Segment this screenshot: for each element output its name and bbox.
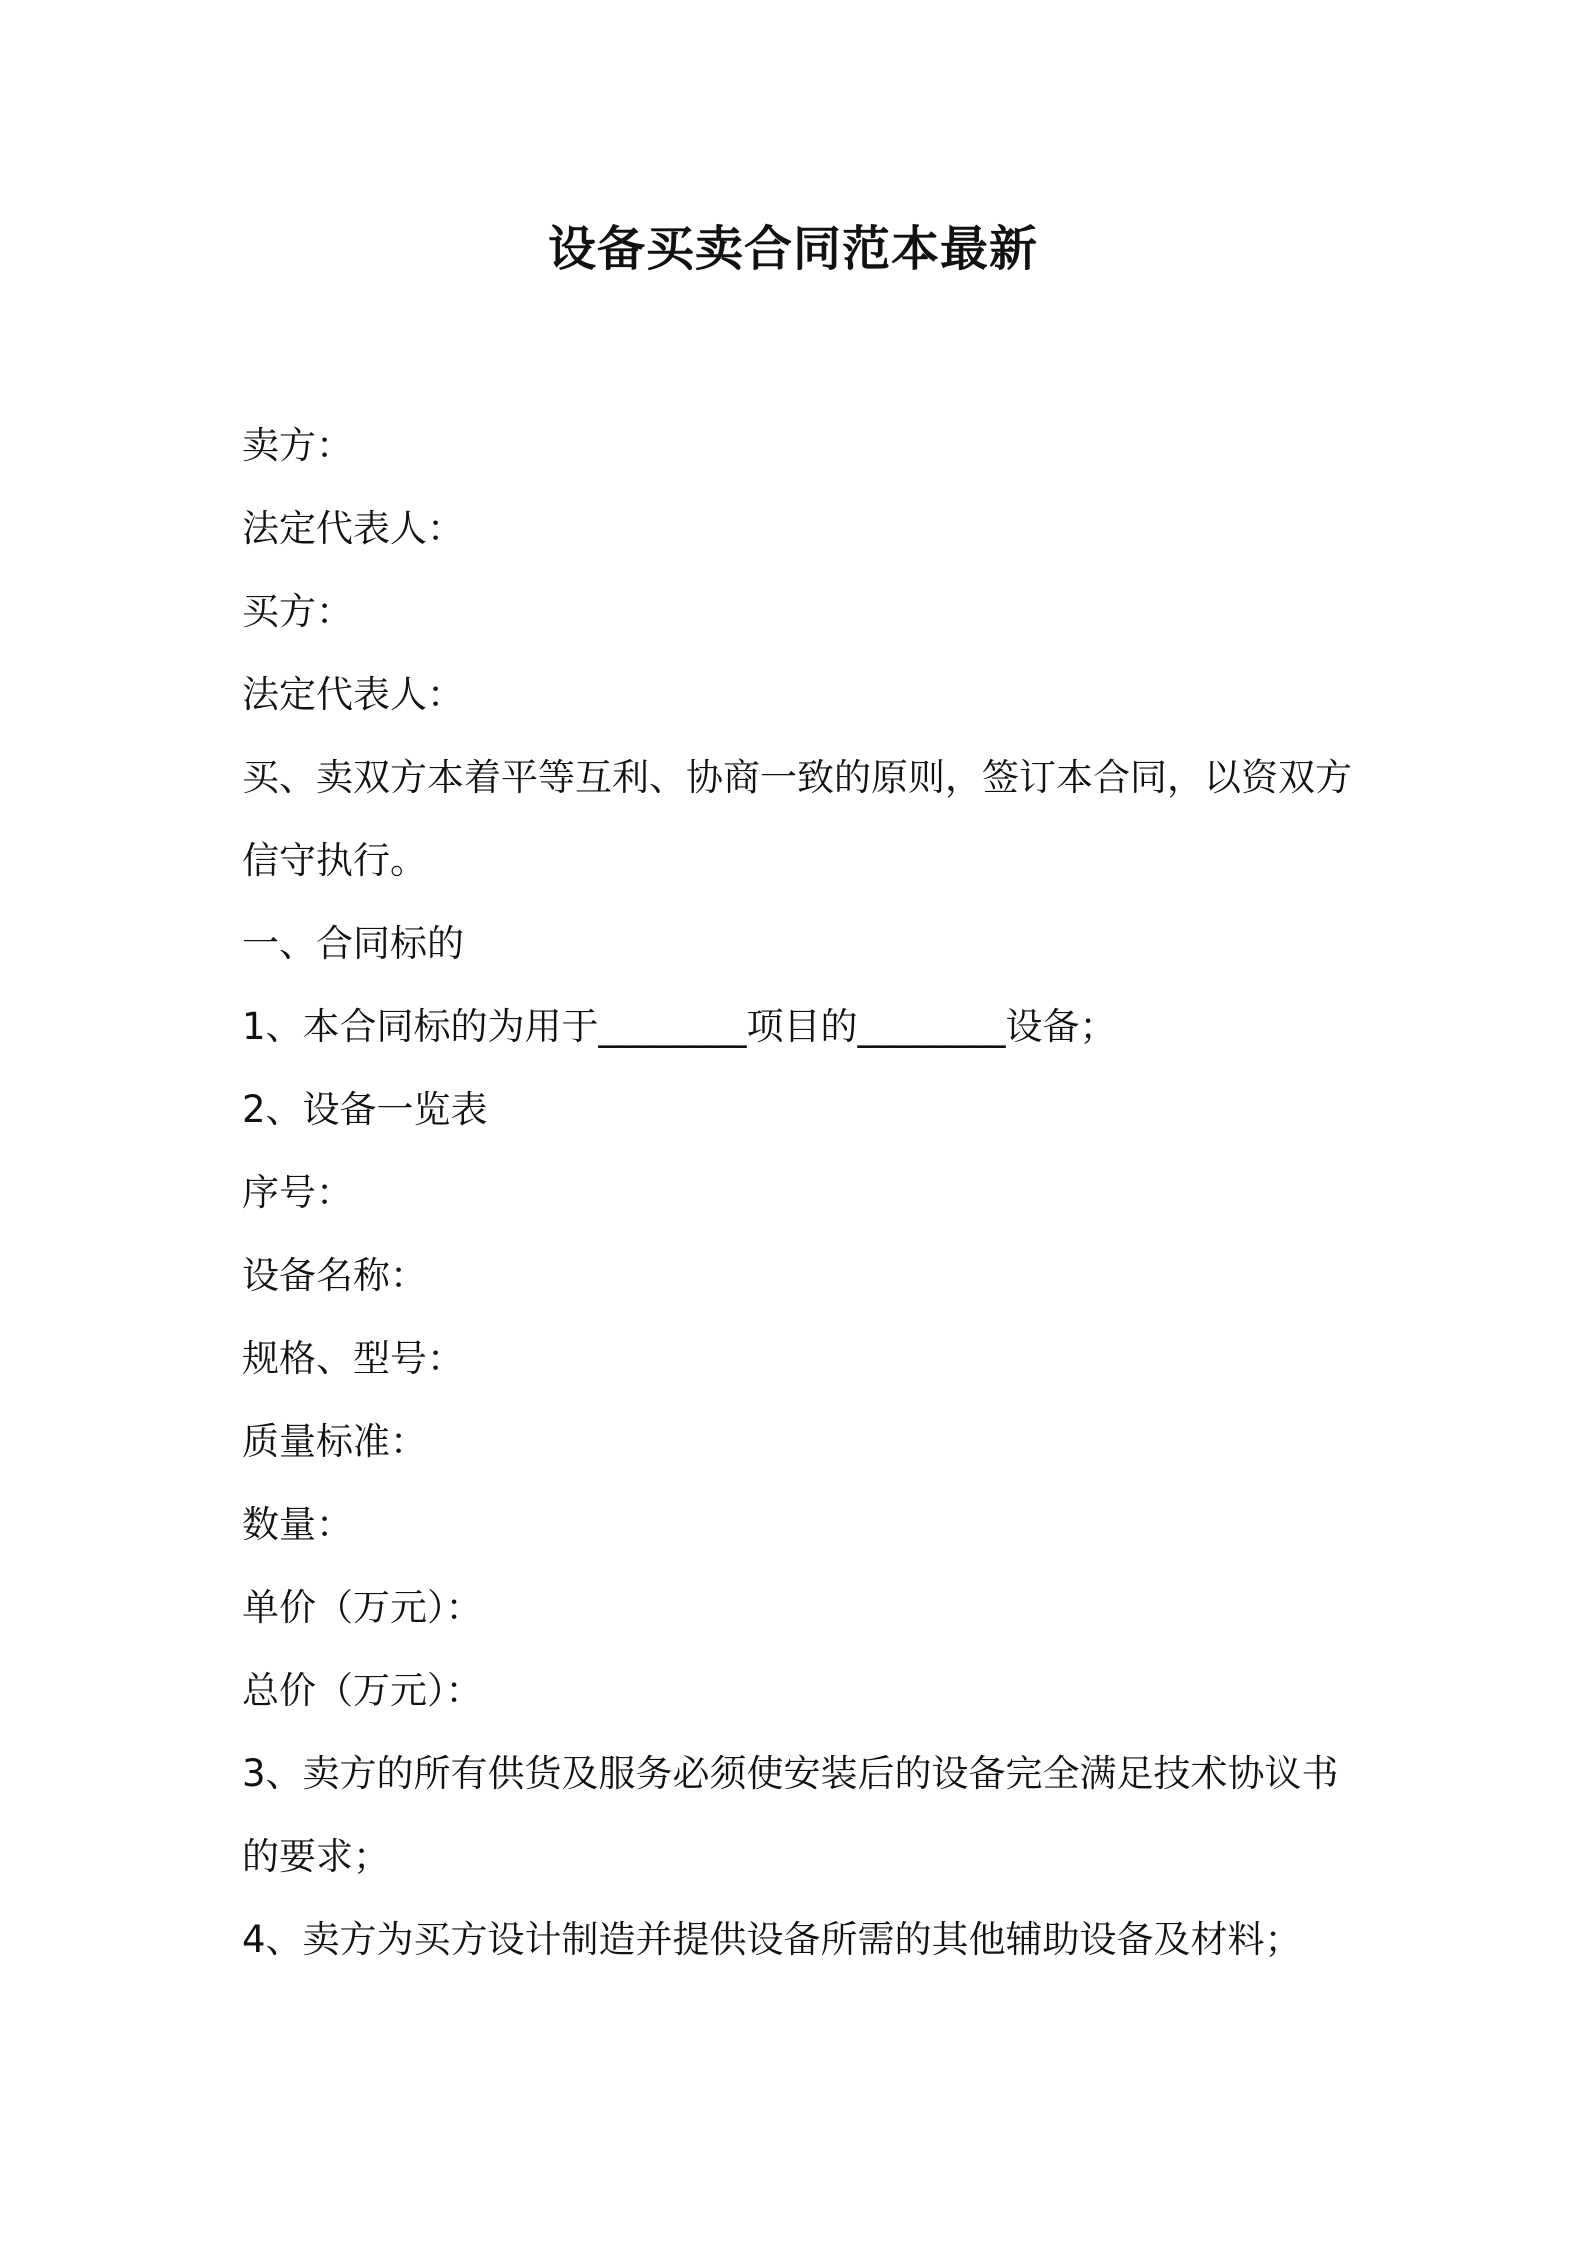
field-unit-price: 单价（万元）： [242, 1586, 483, 1629]
clause-3-line-2: 的要求； [242, 1835, 390, 1878]
clause-1: 1、本合同标的为用于________项目的________设备； [242, 1005, 1117, 1048]
buyer-legal-rep-label: 法定代表人： [242, 673, 464, 716]
clause-3-line-1: 3、卖方的所有供货及服务必须使安装后的设备完全满足技术协议书 [242, 1752, 1339, 1795]
clause-4: 4、卖方为买方设计制造并提供设备所需的其他辅助设备及材料； [242, 1918, 1302, 1961]
field-equipment-name: 设备名称： [242, 1254, 427, 1297]
buyer-label: 买方： [242, 590, 353, 633]
field-total-price: 总价（万元）： [242, 1669, 483, 1712]
document-body [242, 404, 1362, 1981]
seller-legal-rep-label: 法定代表人： [242, 507, 464, 550]
field-quantity: 数量： [242, 1503, 353, 1546]
field-spec-model: 规格、型号： [242, 1337, 464, 1380]
preamble-line-1: 买、卖双方本着平等互利、协商一致的原则，签订本合同，以资双方 [242, 756, 1352, 799]
document-title: 设备买卖合同范本最新 [547, 221, 1038, 277]
section-heading-contract-subject: 一、合同标的 [242, 922, 464, 965]
seller-label: 卖方： [242, 424, 353, 467]
clause-2-equipment-list: 2、设备一览表 [242, 1088, 488, 1131]
field-serial-number: 序号： [242, 1171, 353, 1214]
field-quality-standard: 质量标准： [242, 1420, 427, 1463]
preamble-line-2: 信守执行。 [242, 839, 427, 882]
